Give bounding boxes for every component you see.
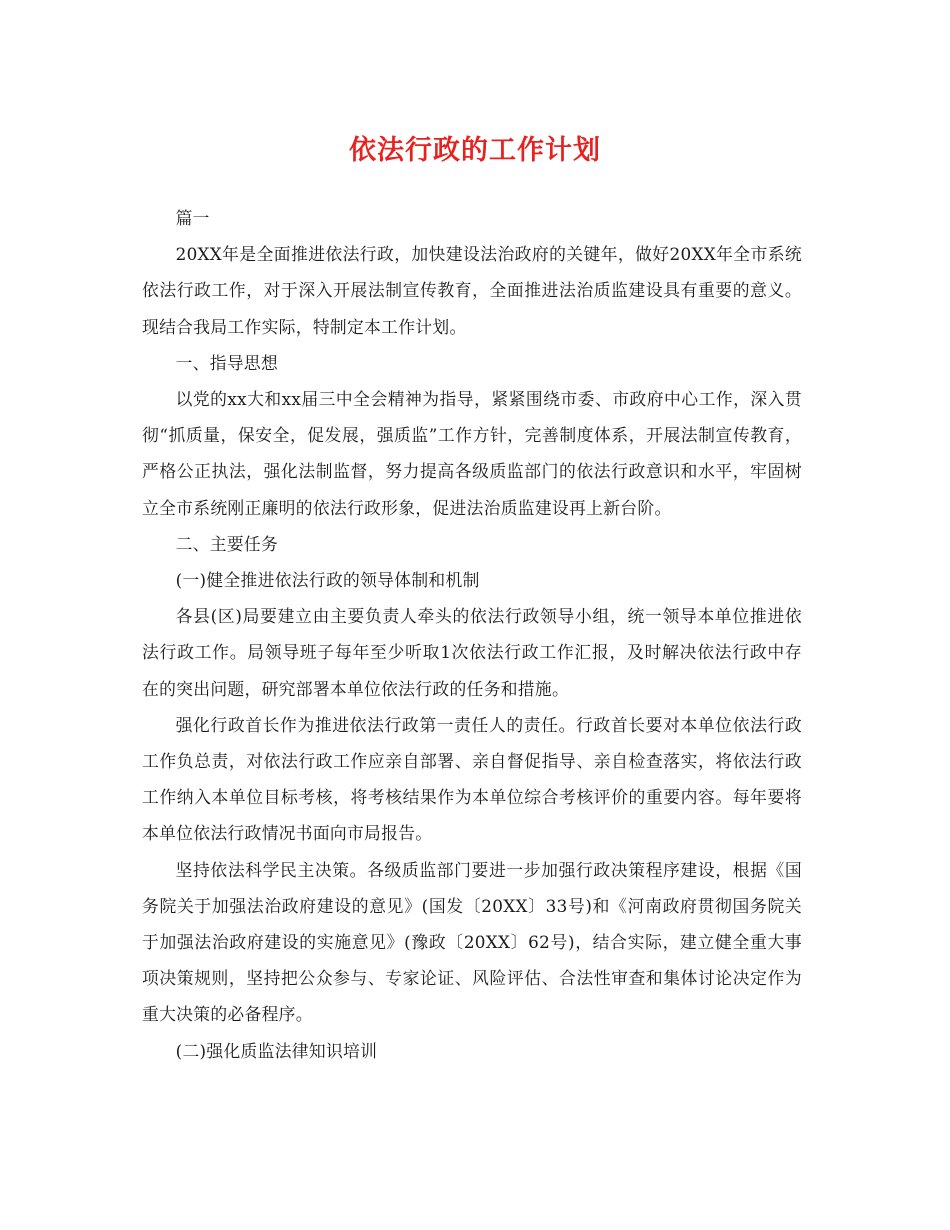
- section-heading-main-tasks: 二、主要任务: [175, 533, 279, 554]
- section-label: 篇一: [175, 208, 210, 228]
- task-paragraph-1: 各县(区)局要建立由主要负责人牵头的依法行政领导小组，统一领导本单位推进依法行政工作。局领导班子每年至少听取1次依法行政工作汇报，及时解决依法行政中存在的突出问题，研究部署本单位依法行政的任务和措施。: [142, 606, 802, 699]
- section-heading-guiding-thought: 一、指导思想: [175, 352, 279, 373]
- document-body: [142, 200, 802, 1069]
- subsection-heading-1: (一)健全推进依法行政的领导体制和机制: [175, 570, 480, 591]
- task-paragraph-2: 强化行政首长作为推进依法行政第一责任人的责任。行政首长要对本单位依法行政工作负总责，对依法行政工作应亲自部署、亲自督促指导、亲自检查落实，将依法行政工作纳入本单位目标考核，将考核结果作为本单位综合考核评价的重要内容。每年要将本单位依法行政情况书面向市局报告。: [142, 714, 802, 844]
- document-title: 依法行政的工作计划: [349, 135, 601, 166]
- task-paragraph-3: 坚持依法科学民主决策。各级质监部门要进一步加强行政决策程序建设，根据《国务院关于加强法治政府建设的意见》(国发〔20XX〕33号)和《河南政府贯彻国务院关于加强法治政府建设的实施意见》(豫政〔20XX〕62号)，结合实际，建立健全重大事项决策规则，坚持把公众参与、专家论证、风险评估、合法性审查和集体讨论决定作为重大决策的必备程序。: [142, 859, 802, 1025]
- subsection-heading-2: (二)强化质监法律知识培训: [175, 1040, 378, 1061]
- intro-paragraph: 20XX年是全面推进依法行政，加快建设法治政府的关键年，做好20XX年全市系统依法行政工作，对于深入开展法制宣传教育，全面推进法治质监建设具有重要的意义。现结合我局工作实际，特制定本工作计划。: [142, 244, 802, 337]
- guiding-thought-paragraph: 以党的xx大和xx届三中全会精神为指导，紧紧围绕市委、市政府中心工作，深入贯彻“抓质量，保安全，促发展，强质监”工作方针，完善制度体系，开展法制宣传教育，严格公正执法，强化法制监督，努力提高各级质监部门的依法行政意识和水平，牢固树立全市系统刚正廉明的依法行政形象，促进法治质监建设再上新台阶。: [142, 389, 802, 518]
